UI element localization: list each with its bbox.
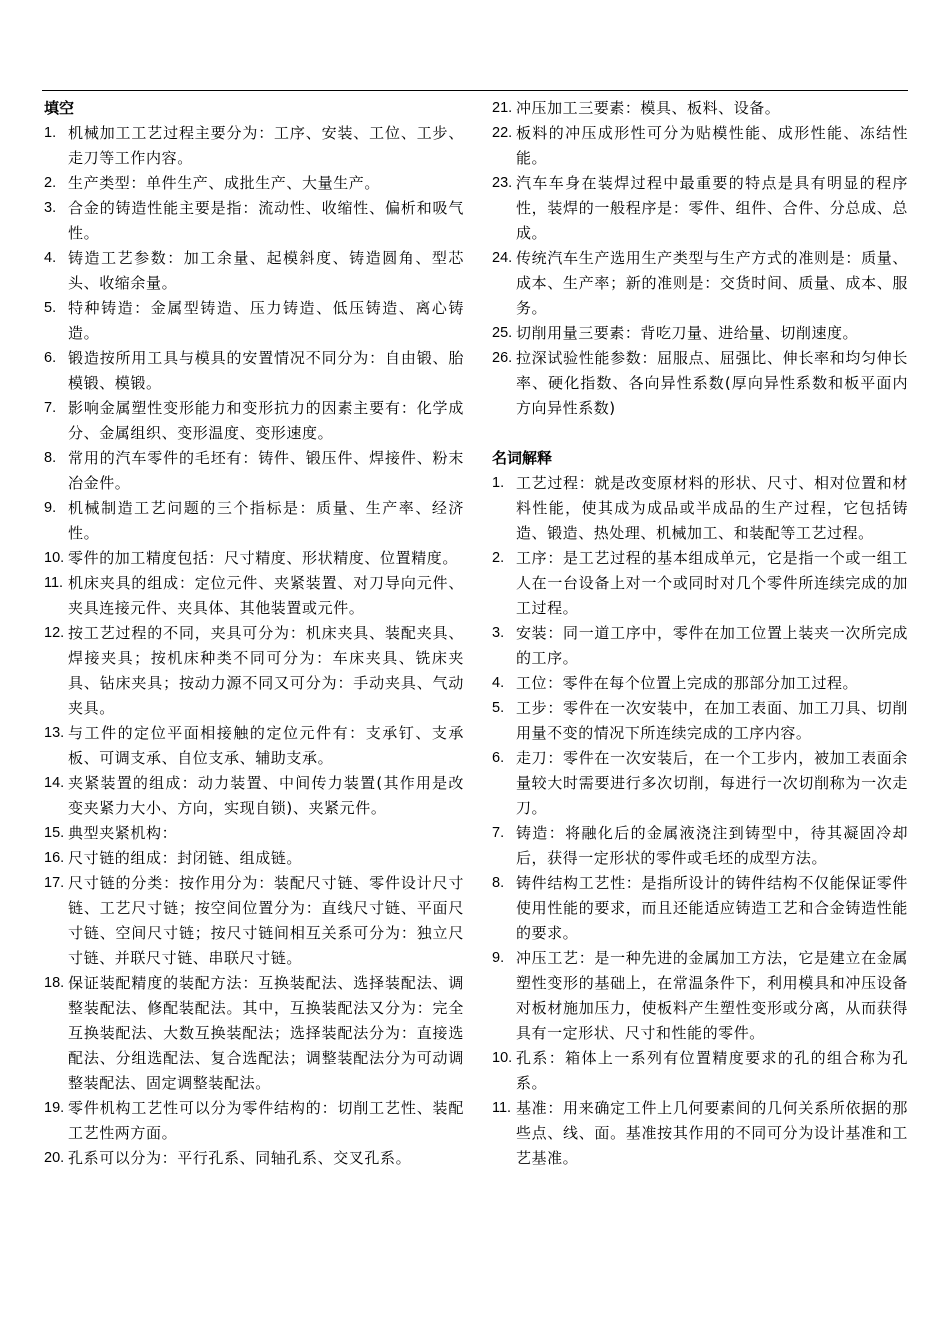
item-number: 18.	[44, 975, 65, 991]
list-item	[44, 771, 464, 821]
glossary-item	[492, 1096, 908, 1171]
list-item	[44, 1096, 464, 1146]
item-number: 5.	[492, 700, 505, 716]
list-item	[44, 171, 464, 196]
item-text: 孔系：箱体上一系列有位置精度要求的孔的组合称为孔系。	[516, 1049, 908, 1092]
list-item	[44, 446, 464, 496]
fill-blank-list	[44, 121, 464, 1171]
item-number: 8.	[44, 450, 57, 466]
item-text: 走刀：零件在一次安装后，在一个工步内，被加工表面余量较大时需要进行多次切削，每进行一次切削称为一次走刀。	[516, 749, 908, 817]
list-item	[44, 496, 464, 546]
item-text: 工步：零件在一次安装中，在加工表面、加工刀具、切削用量不变的情况下所连续完成的工序内容。	[516, 699, 908, 742]
item-number: 19.	[44, 1100, 65, 1116]
list-item	[44, 871, 464, 971]
list-item	[44, 396, 464, 446]
list-item	[492, 321, 908, 346]
list-item	[44, 346, 464, 396]
item-number: 15.	[44, 825, 65, 841]
item-number: 22.	[492, 125, 513, 141]
item-number: 2.	[44, 175, 57, 191]
item-text: 合金的铸造性能主要是指：流动性、收缩性、偏析和吸气性。	[68, 199, 464, 242]
item-number: 5.	[44, 300, 57, 316]
item-number: 3.	[492, 625, 505, 641]
item-text: 机械加工工艺过程主要分为：工序、安装、工位、工步、走刀等工作内容。	[68, 124, 464, 167]
item-number: 23.	[492, 175, 513, 191]
item-text: 特种铸造：金属型铸造、压力铸造、低压铸造、离心铸造。	[68, 299, 464, 342]
glossary-item	[492, 821, 908, 871]
item-number: 8.	[492, 875, 505, 891]
item-text: 冲压工艺：是一种先进的金属加工方法，它是建立在金属塑性变形的基础上，在常温条件下，利用模具和冲压设备对板材施加压力，使板料产生塑性变形或分离，从而获得具有一定形状、尺寸和性能的零件。	[516, 949, 908, 1042]
list-item	[492, 171, 908, 246]
list-item	[44, 296, 464, 346]
item-text: 尺寸链的分类：按作用分为：装配尺寸链、零件设计尺寸链、工艺尺寸链；按空间位置分为：直线尺寸链、平面尺寸链、空间尺寸链；按尺寸链间相互关系可分为：独立尺寸链、并联尺寸链、串联尺寸链。	[68, 874, 464, 967]
item-number: 7.	[492, 825, 505, 841]
item-text: 安装：同一道工序中，零件在加工位置上装夹一次所完成的工序。	[516, 624, 908, 667]
item-number: 10.	[44, 550, 65, 566]
list-item	[44, 1146, 464, 1171]
item-text: 机械制造工艺问题的三个指标是：质量、生产率、经济性。	[68, 499, 464, 542]
item-number: 26.	[492, 350, 513, 366]
glossary-item	[492, 621, 908, 671]
item-text: 工位：零件在每个位置上完成的那部分加工过程。	[516, 674, 859, 692]
item-number: 9.	[44, 500, 57, 516]
item-number: 4.	[492, 675, 505, 691]
glossary-item	[492, 946, 908, 1046]
item-number: 17.	[44, 875, 65, 891]
item-number: 7.	[44, 400, 57, 416]
item-number: 1.	[44, 125, 57, 141]
item-number: 4.	[44, 250, 57, 266]
section-gap	[492, 421, 908, 446]
item-text: 汽车车身在装焊过程中最重要的特点是具有明显的程序性，装焊的一般程序是：零件、组件、合件、分总成、总成。	[516, 174, 908, 242]
item-text: 影响金属塑性变形能力和变形抗力的因素主要有：化学成分、金属组织、变形温度、变形速度。	[68, 399, 464, 442]
section-title-fill-blank: 填空	[44, 99, 75, 117]
item-text: 与工件的定位平面相接触的定位元件有：支承钉、支承板、可调支承、自位支承、辅助支承。	[68, 724, 464, 767]
item-number: 24.	[492, 250, 513, 266]
item-text: 工序：是工艺过程的基本组成单元，它是指一个或一组工人在一台设备上对一个或同时对几个零件所连续完成的加工过程。	[516, 549, 908, 617]
glossary-item	[492, 696, 908, 746]
glossary-list	[492, 471, 908, 1171]
list-item	[44, 621, 464, 721]
glossary-item	[492, 471, 908, 546]
item-text: 基准：用来确定工件上几何要素间的几何关系所依据的那些点、线、面。基准按其作用的不同可分为设计基准和工艺基准。	[516, 1099, 908, 1167]
list-item	[492, 346, 908, 421]
item-number: 13.	[44, 725, 65, 741]
list-item	[44, 121, 464, 171]
list-item	[44, 571, 464, 621]
item-text: 锻造按所用工具与模具的安置情况不同分为：自由锻、胎模锻、模锻。	[68, 349, 464, 392]
item-text: 工艺过程：就是改变原材料的形状、尺寸、相对位置和材料性能，使其成为成品或半成品的生产过程，它包括铸造、锻造、热处理、机械加工、和装配等工艺过程。	[516, 474, 908, 542]
right-column	[492, 96, 908, 1171]
list-item	[44, 546, 464, 571]
header-rule	[42, 90, 908, 91]
list-item	[44, 246, 464, 296]
glossary-item	[492, 671, 908, 696]
list-item	[44, 971, 464, 1096]
item-text: 保证装配精度的装配方法：互换装配法、选择装配法、调整装配法、修配装配法。其中，互换装配法又分为：完全互换装配法、大数互换装配法；选择装配法分为：直接选配法、分组选配法、复合选配法；调整装配法分为可动调整装配法、固定调整装配法。	[68, 974, 464, 1092]
item-text: 铸造：将融化后的金属液浇注到铸型中，待其凝固冷却后，获得一定形状的零件或毛坯的成型方法。	[516, 824, 908, 867]
item-text: 切削用量三要素：背吃刀量、进给量、切削速度。	[516, 324, 859, 342]
item-number: 11.	[44, 575, 64, 591]
item-text: 板料的冲压成形性可分为贴模性能、成形性能、冻结性能。	[516, 124, 908, 167]
list-item	[44, 846, 464, 871]
item-text: 冲压加工三要素：模具、板料、设备。	[516, 99, 781, 117]
item-number: 2.	[492, 550, 505, 566]
item-text: 拉深试验性能参数：屈服点、屈强比、伸长率和均匀伸长率、硬化指数、各向异性系数(厚向异性系数和板平面内方向异性系数)	[516, 349, 908, 417]
glossary-item	[492, 546, 908, 621]
section-title-glossary: 名词解释	[492, 449, 553, 467]
item-number: 12.	[44, 625, 65, 641]
item-number: 1.	[492, 475, 505, 491]
list-item	[492, 246, 908, 321]
item-text: 传统汽车生产选用生产类型与生产方式的准则是：质量、成本、生产率；新的准则是：交货时间、质量、成本、服务。	[516, 249, 908, 317]
fill-blank-list-continued	[492, 96, 908, 421]
item-number: 3.	[44, 200, 57, 216]
list-item	[44, 821, 464, 846]
item-text: 尺寸链的组成：封闭链、组成链。	[68, 849, 303, 867]
item-number: 25.	[492, 325, 513, 341]
glossary-item	[492, 1046, 908, 1096]
item-text: 铸造工艺参数：加工余量、起模斜度、铸造圆角、型芯头、收缩余量。	[68, 249, 464, 292]
glossary-item	[492, 871, 908, 946]
item-text: 按工艺过程的不同，夹具可分为：机床夹具、装配夹具、焊接夹具；按机床种类不同可分为：车床夹具、铣床夹具、钻床夹具；按动力源不同又可分为：手动夹具、气动夹具。	[68, 624, 464, 717]
item-number: 11.	[492, 1100, 512, 1116]
glossary-item	[492, 746, 908, 821]
list-item	[44, 196, 464, 246]
item-text: 孔系可以分为：平行孔系、同轴孔系、交叉孔系。	[68, 1149, 412, 1167]
item-number: 6.	[492, 750, 505, 766]
left-column	[44, 96, 464, 1171]
item-text: 夹紧装置的组成：动力装置、中间传力装置(其作用是改变夹紧力大小、方向，实现自锁)、夹紧元件。	[68, 774, 464, 817]
item-text: 零件机构工艺性可以分为零件结构的：切削工艺性、装配工艺性两方面。	[68, 1099, 464, 1142]
item-number: 21.	[492, 100, 513, 116]
list-item	[492, 96, 908, 121]
item-text: 生产类型：单件生产、成批生产、大量生产。	[68, 174, 381, 192]
item-text: 常用的汽车零件的毛坯有：铸件、锻压件、焊接件、粉末冶金件。	[68, 449, 464, 492]
list-item	[492, 121, 908, 171]
item-number: 10.	[492, 1050, 513, 1066]
item-text: 铸件结构工艺性：是指所设计的铸件结构不仅能保证零件使用性能的要求，而且还能适应铸造工艺和合金铸造性能的要求。	[516, 874, 908, 942]
item-text: 典型夹紧机构：	[68, 824, 178, 842]
item-number: 14.	[44, 775, 65, 791]
item-number: 16.	[44, 850, 65, 866]
item-number: 9.	[492, 950, 505, 966]
list-item	[44, 721, 464, 771]
item-number: 20.	[44, 1150, 65, 1166]
item-number: 6.	[44, 350, 57, 366]
item-text: 零件的加工精度包括：尺寸精度、形状精度、位置精度。	[68, 549, 459, 567]
item-text: 机床夹具的组成：定位元件、夹紧装置、对刀导向元件、夹具连接元件、夹具体、其他装置或元件。	[68, 574, 464, 617]
